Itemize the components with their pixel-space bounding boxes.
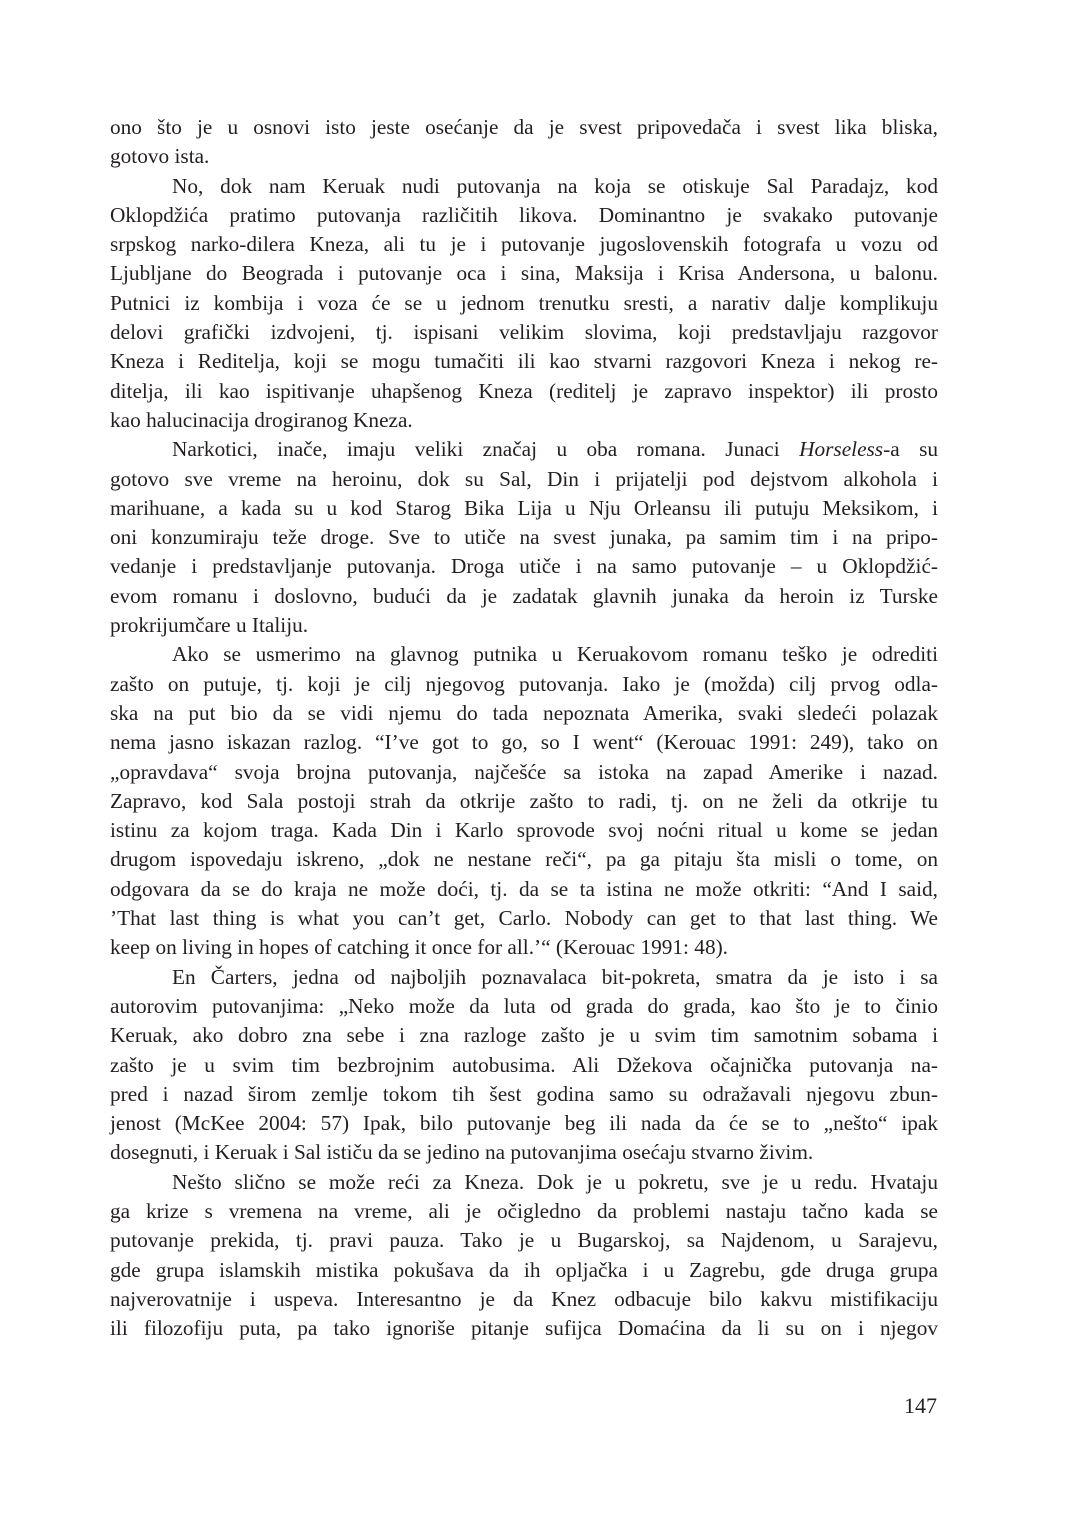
paragraph	[110, 435, 938, 640]
text-line: prokrijumčare u Italiju.	[110, 613, 309, 638]
text-line: marihuane, a kada su u kod Starog Bika Lija u Nju Orleansu ili putuju Meksikom, i	[110, 495, 938, 520]
text-line: odgovara da se do kraja ne može doći, tj. da se ta istina ne može otkriti: “And I said,	[110, 876, 938, 901]
text-line: gotovo ista.	[110, 144, 210, 169]
text-line: Zapravo, kod Sala postoji strah da otkrije zašto to radi, tj. on ne želi da otkrije tu	[110, 788, 938, 813]
text-line: gde grupa islamskih mistika pokušava da ih opljačka i u Zagrebu, gde druga grupa	[110, 1257, 938, 1282]
text-line: ska na put bio da se vidi njemu do tada nepoznata Amerika, svaki sledeći polazak	[110, 700, 938, 725]
text-line: delovi grafički izdvojeni, tj. ispisani velikim slovima, koji predstavljaju razgovor	[110, 320, 938, 345]
text-line: No, dok nam Keruak nudi putovanja na koja se otiskuje Sal Paradajz, kod	[172, 173, 938, 198]
italic-title: Horseless	[799, 437, 884, 462]
text-line: jenost (McKee 2004: 57) Ipak, bilo putovanje beg ili nada da će se to „nešto“ ipak	[110, 1111, 938, 1136]
text-line: kao halucinacija drogiranog Kneza.	[110, 407, 413, 432]
text-line: istinu za kojom traga. Kada Din i Karlo sprovode svoj noćni ritual u kome se jedan	[110, 818, 938, 843]
text-line: evom romanu i doslovno, budući da je zadatak glavnih junaka da heroin iz Turske	[110, 583, 938, 608]
text-line: Ako se usmerimo na glavnog putnika u Keruakovom romanu teško je odrediti	[172, 642, 938, 667]
text-line: Narkotici, inače, imaju veliki značaj u oba romana. Junaci Horseless-a su	[172, 437, 939, 462]
text-line: zašto on putuje, tj. koji je cilj njegovog putovanja. Iako je (možda) cilj prvog odla-	[110, 671, 938, 696]
text-line: ditelja, ili kao ispitivanje uhapšenog Kneza (reditelj je zapravo inspektor) ili prosto	[110, 378, 938, 403]
text-line: zašto je u svim tim bezbrojnim autobusima. Ali Džekova očajnička putovanja na-	[110, 1052, 938, 1077]
page-number: 147	[904, 1393, 937, 1418]
text-line: Oklopdžića pratimo putovanja različitih likova. Dominantno je svakako putovanje	[110, 202, 938, 227]
page-body	[110, 113, 938, 1343]
paragraph	[110, 963, 938, 1168]
text-line: ’That last thing is what you can’t get, Carlo. Nobody can get to that last thing. We	[110, 906, 938, 931]
text-line: ili filozofiju puta, pa tako ignoriše pitanje sufijca Domaćina da li su on i njegov	[110, 1316, 938, 1341]
text-line: autorovim putovanjima: „Neko može da luta od grada do grada, kao što je to činio	[110, 993, 938, 1018]
text-line: Ljubljane do Beograda i putovanje oca i sina, Maksija i Krisa Andersona, u balonu.	[110, 261, 938, 286]
text-line: ga krize s vremena na vreme, ali je očigledno da problemi nastaju tačno kada se	[110, 1198, 938, 1223]
text-line: pred i nazad širom zemlje tokom tih šest godina samo su odražavali njegovu zbun-	[110, 1081, 938, 1106]
text-line: keep on living in hopes of catching it once for all.’“ (Kerouac 1991: 48).	[110, 935, 729, 960]
paragraph	[110, 113, 938, 172]
text-line: Keruak, ako dobro zna sebe i zna razloge zašto je u svim tim samotnim sobama i	[110, 1023, 938, 1048]
text-line: oni konzumiraju teže droge. Sve to utiče na svest junaka, pa samim tim i na pripo-	[110, 525, 938, 550]
paragraph	[110, 640, 938, 962]
text-line: gotovo sve vreme na heroinu, dok su Sal, Din i prijatelji pod dejstvom alkohola i	[110, 466, 938, 491]
text-line: vedanje i predstavljanje putovanja. Droga utiče i na samo putovanje – u Oklopdžić-	[110, 554, 938, 579]
text-line: Kneza i Reditelja, koji se mogu tumačiti ili kao stvarni razgovori Kneza i nekog re-	[110, 349, 938, 374]
text-line: En Čarters, jedna od najboljih poznavalaca bit-pokreta, smatra da je isto i sa	[172, 964, 938, 989]
text-line: dosegnuti, i Keruak i Sal ističu da se jedino na putovanjima osećaju stvarno živim.	[110, 1140, 814, 1165]
text-line: putovanje prekida, tj. pravi pauza. Tako je u Bugarskoj, sa Najdenom, u Sarajevu,	[110, 1228, 938, 1253]
text-line: Nešto slično se može reći za Kneza. Dok je u pokretu, sve je u redu. Hvataju	[172, 1169, 938, 1194]
text-line: „opravdava“ svoja brojna putovanja, najčešće sa istoka na zapad Amerike i nazad.	[110, 759, 938, 784]
text-line: Putnici iz kombija i voza će se u jednom trenutku sresti, a narativ dalje komplikuju	[110, 290, 938, 315]
text-line: ono što je u osnovi isto jeste osećanje da je svest pripovedača i svest lika bliska,	[110, 115, 938, 139]
text-line: najverovatnije i uspeva. Interesantno je da Knez odbacuje bilo kakvu mistifikaciju	[110, 1286, 938, 1311]
text-line: drugom ispovedaju iskreno, „dok ne nestane reči“, pa ga pitaju šta misli o tome, on	[110, 847, 938, 872]
text-line: nema jasno iskazan razlog. “I’ve got to go, so I went“ (Kerouac 1991: 249), tako on	[110, 730, 938, 755]
paragraph	[110, 172, 938, 436]
paragraph	[110, 1168, 938, 1344]
text-line: srpskog narko-dilera Kneza, ali tu je i putovanje jugoslovenskih fotografa u vozu od	[110, 232, 938, 257]
